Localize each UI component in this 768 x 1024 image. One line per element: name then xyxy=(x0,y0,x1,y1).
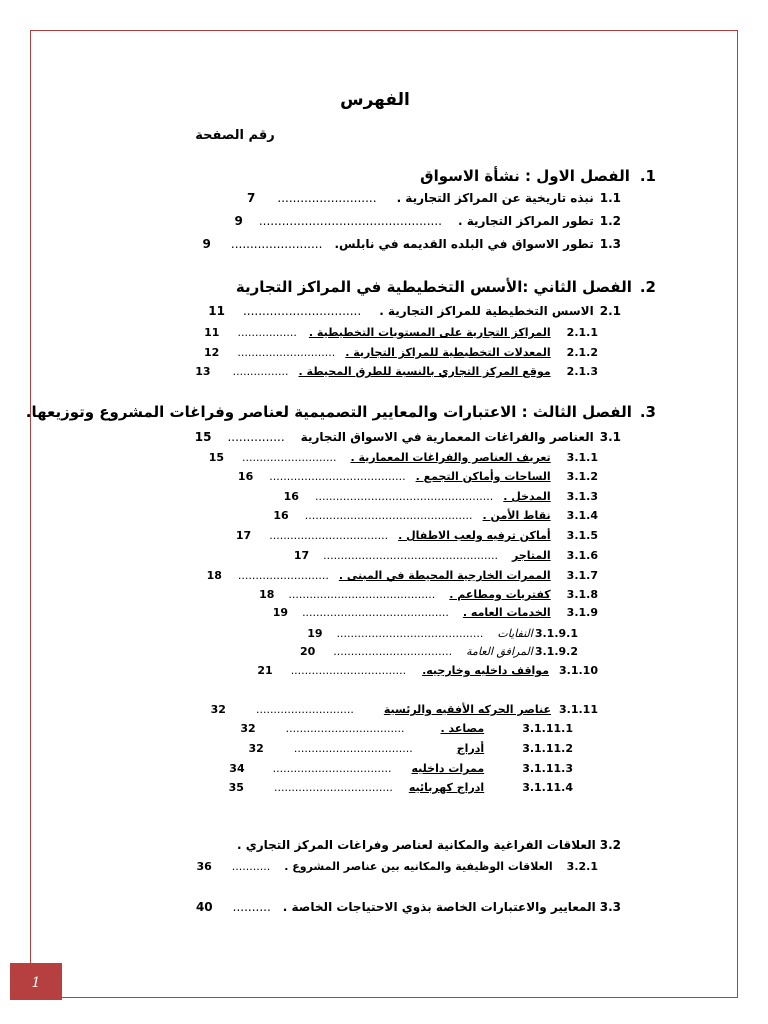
entry-leader: ................ xyxy=(232,365,289,378)
toc-entry xyxy=(207,569,598,582)
entry-page: 7 xyxy=(247,191,256,205)
entry-number: 3.1.11.3 xyxy=(522,762,573,775)
entry-number: 3.1.9.1 xyxy=(534,627,578,640)
toc-entry xyxy=(236,529,598,542)
entry-leader: .......................... xyxy=(277,191,377,205)
toc-entry xyxy=(208,304,621,318)
entry-number: 3.3 xyxy=(599,900,621,914)
entry-label: ادراج كهربائيه xyxy=(408,781,485,794)
entry-leader: .................................................. xyxy=(323,549,498,562)
entry-page: 40 xyxy=(195,900,213,914)
entry-number: 3.1.8 xyxy=(566,588,598,601)
entry-page: 9 xyxy=(234,214,243,228)
entry-label: النفايات xyxy=(497,627,533,640)
entry-page: 16 xyxy=(237,470,254,483)
toc-entry xyxy=(307,627,578,640)
entry-label: مواقف داخليه وخارجيه. xyxy=(422,664,550,677)
entry-label: كفتريات ومطاعم . xyxy=(449,588,551,601)
entry-number: 3.1.11.4 xyxy=(522,781,573,794)
entry-page: 32 xyxy=(240,722,256,735)
entry-label: الاسس التخطيطية للمراكز التجارية . xyxy=(379,304,594,318)
entry-page: 13 xyxy=(195,365,211,378)
entry-leader: .................................. xyxy=(293,742,413,755)
entry-label: المدخل . xyxy=(503,490,551,503)
toc-chapter-1 xyxy=(420,167,656,185)
entry-leader: ................................................ xyxy=(304,509,473,522)
entry-label: تطور المراكز التجارية . xyxy=(457,214,594,228)
entry-label: المعدلات التخطيطية للمراكز التجارية . xyxy=(345,346,551,359)
toc-entry xyxy=(235,214,622,228)
entry-label: المتاجر xyxy=(512,549,551,562)
entry-page: 11 xyxy=(204,326,220,339)
entry-page: 19 xyxy=(272,606,289,619)
entry-label: عناصر الحركه الأفقيه والرئسية xyxy=(383,703,552,716)
entry-label: المرافق العامة xyxy=(466,645,533,658)
entry-number: 3.1 xyxy=(599,430,621,444)
entry-label: العناصر والفراغات المعمارية في الاسواق التجارية xyxy=(300,430,594,444)
entry-leader: ............... xyxy=(227,430,285,444)
entry-page: 35 xyxy=(228,781,244,794)
toc-entry xyxy=(240,722,573,735)
footer-page-number: 1 xyxy=(31,975,41,991)
entry-number: 3.1.4 xyxy=(566,509,598,522)
toc-entry xyxy=(237,838,621,852)
footer-rule xyxy=(10,998,62,1000)
toc-entry xyxy=(229,762,573,775)
entry-page: 20 xyxy=(299,645,316,658)
entry-label: الفصل الثاني :الأسس التخطيطية في المراكز التجارية xyxy=(235,278,632,296)
toc-entry xyxy=(284,490,598,503)
entry-number: 3.1.10 xyxy=(559,664,598,677)
entry-number: 3.1.11.1 xyxy=(522,722,573,735)
entry-number: 3.1.3 xyxy=(566,490,598,503)
entry-number: 3.2.1 xyxy=(566,860,598,873)
entry-number: 3.1.11 xyxy=(559,703,598,716)
toc-chapter-2 xyxy=(236,278,656,296)
entry-leader: .................................. xyxy=(273,781,393,794)
entry-label: أماكن ترفيه ولعب الاطفال . xyxy=(398,529,551,542)
entry-number: 3.1.2 xyxy=(566,470,598,483)
entry-page: 34 xyxy=(229,762,245,775)
entry-label: الفصل الاول : نشأة الاسواق xyxy=(420,167,630,185)
entry-number: 3.1.7 xyxy=(566,569,598,582)
entry-label: العلاقات الوظيفية والمكانيه بين عناصر المشروع . xyxy=(284,860,553,873)
entry-page: 36 xyxy=(196,860,212,873)
toc-entry xyxy=(238,470,598,483)
entry-number: 3.1.5 xyxy=(566,529,598,542)
entry-leader: ........... xyxy=(231,860,271,873)
entry-label: المراكز التجارية على المستويات التخطيطية . xyxy=(308,326,551,339)
entry-page: 12 xyxy=(204,346,220,359)
toc-chapter-3 xyxy=(26,403,656,421)
entry-leader: ............................... xyxy=(242,304,362,318)
entry-label: ممرات داخليه xyxy=(411,762,485,775)
entry-number: 3.2 xyxy=(599,838,621,852)
entry-page: 11 xyxy=(208,304,225,318)
toc-entry xyxy=(259,588,598,601)
toc-entry xyxy=(273,509,598,522)
entry-leader: ................................................ xyxy=(258,214,442,228)
entry-page: 17 xyxy=(293,549,310,562)
entry-leader: ................. xyxy=(237,326,297,339)
entry-number: 3.1.6 xyxy=(566,549,598,562)
entry-label: موقع المركز التجاري بالنسبة للطرق المحيطة . xyxy=(298,365,551,378)
entry-page: 32 xyxy=(210,703,226,716)
entry-number: 2.1.2 xyxy=(566,346,598,359)
entry-label: تعريف العناصر والفراغات المعمارية . xyxy=(350,451,551,464)
entry-page: 18 xyxy=(206,569,222,582)
entry-number: 3.1.9.2 xyxy=(534,645,578,658)
entry-leader: .................................. xyxy=(272,762,392,775)
toc-entry xyxy=(196,900,621,914)
entry-leader: .................................. xyxy=(285,722,405,735)
entry-page: 16 xyxy=(283,490,299,503)
entry-leader: .......................................... xyxy=(302,606,449,619)
entry-number: 2.1 xyxy=(599,304,621,318)
toc-entry xyxy=(209,451,598,464)
entry-page: 19 xyxy=(307,627,323,640)
entry-number: 1.1 xyxy=(599,191,621,205)
entry-leader: .......... xyxy=(232,900,271,914)
entry-label: مصاعد . xyxy=(440,722,485,735)
entry-leader: ....................................... xyxy=(269,470,406,483)
toc-entry xyxy=(141,191,621,205)
toc-entry xyxy=(257,664,598,677)
toc-entry xyxy=(294,549,598,562)
entry-label: تطور الاسواق في البلده القديمه في نابلس. xyxy=(334,237,594,251)
page-title: الفهرس xyxy=(340,90,410,110)
entry-leader: .......................................... xyxy=(288,588,436,601)
entry-number: 2.1.1 xyxy=(566,326,598,339)
toc-entry xyxy=(203,237,621,251)
entry-number: 3.1.1 xyxy=(566,451,598,464)
entry-page: 16 xyxy=(273,509,289,522)
entry-leader: ............................ xyxy=(255,703,354,716)
entry-page: 15 xyxy=(194,430,212,444)
toc-entry xyxy=(196,860,598,873)
toc-entry xyxy=(249,742,573,755)
entry-number: 2.1.3 xyxy=(566,365,598,378)
toc-entry xyxy=(204,326,598,339)
entry-page: 9 xyxy=(202,237,211,251)
toc-entry xyxy=(229,781,573,794)
toc-entry xyxy=(195,430,621,444)
toc-entry xyxy=(204,346,598,359)
entry-page: 32 xyxy=(248,742,264,755)
entry-number: .1 xyxy=(639,167,656,185)
entry-label: أدراج xyxy=(456,742,485,755)
page-number-heading: رقم الصفحة xyxy=(195,128,275,143)
entry-leader: .................................. xyxy=(269,529,389,542)
entry-leader: ............................ xyxy=(237,346,336,359)
entry-leader: ........................ xyxy=(230,237,323,251)
toc-entry xyxy=(195,365,598,378)
entry-label: الفصل الثالث : الاعتبارات والمعايير التصميمية لعناصر وفراغات المشروع وتوزيعها. xyxy=(25,403,632,421)
entry-number: .3 xyxy=(639,403,656,421)
entry-label: المعايير والاعتبارات الخاصة بذوي الاحتياجات الخاصة . xyxy=(282,900,596,914)
entry-page: 17 xyxy=(235,529,252,542)
entry-leader: ........................... xyxy=(242,451,337,464)
entry-label: نبذه تاريخية عن المراكز التجارية . xyxy=(396,191,594,205)
entry-label: الخدمات العامه . xyxy=(462,606,551,619)
entry-leader: .................................. xyxy=(333,645,453,658)
entry-page: 15 xyxy=(208,451,225,464)
entry-leader: .......................................... xyxy=(336,627,484,640)
entry-number: 3.1.9 xyxy=(566,606,598,619)
entry-page: 21 xyxy=(257,664,273,677)
entry-number: 1.3 xyxy=(599,237,621,251)
entry-label: الممرات الخارجية المحيطة في المبنى . xyxy=(338,569,551,582)
toc-entry xyxy=(211,703,598,716)
entry-number: 1.2 xyxy=(599,214,621,228)
entry-page: 18 xyxy=(259,588,275,601)
entry-leader: .......................... xyxy=(237,569,329,582)
entry-label: الساحات وأماكن التجمع . xyxy=(415,470,551,483)
entry-leader: ................................................... xyxy=(314,490,494,503)
toc-entry xyxy=(273,606,598,619)
entry-label: نقاط الأمن . xyxy=(482,509,551,522)
entry-leader: ................................. xyxy=(290,664,407,677)
entry-label: العلاقات الفراغية والمكانية لعناصر وفراغات المركز التجاري . xyxy=(236,838,596,852)
entry-number: .2 xyxy=(639,278,656,296)
toc-entry xyxy=(300,645,578,658)
entry-number: 3.1.11.2 xyxy=(522,742,573,755)
